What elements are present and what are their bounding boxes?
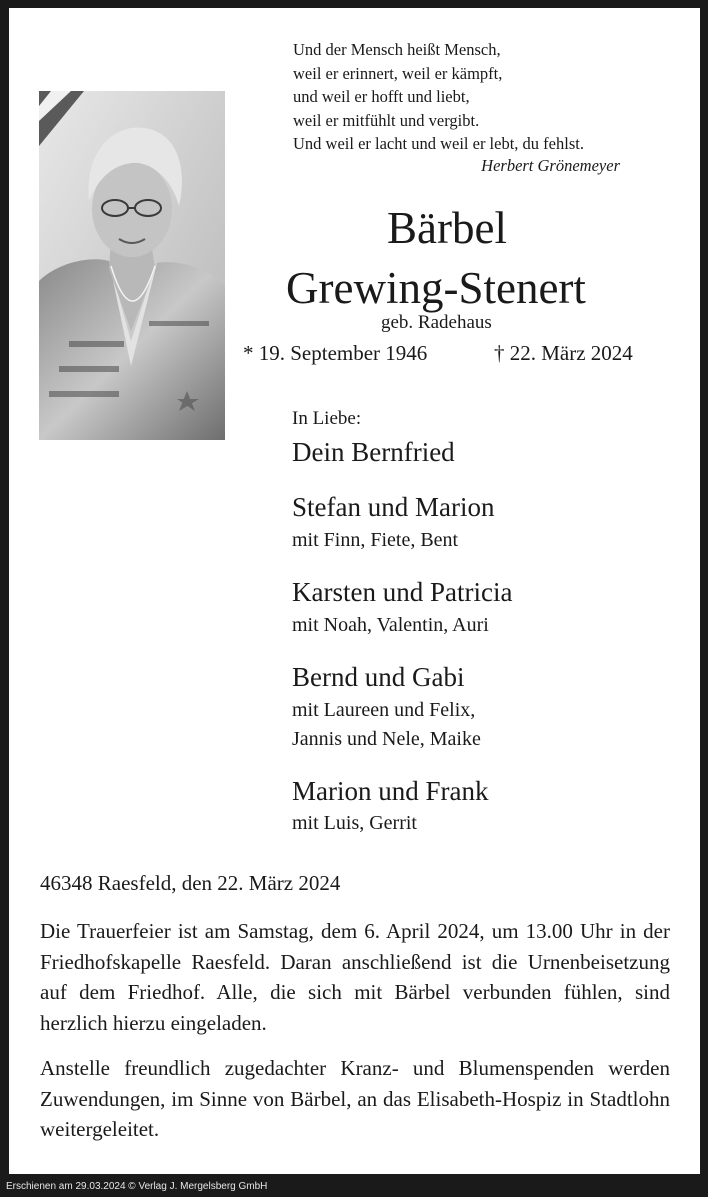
mourner-children: mit Noah, Valentin, Auri	[292, 614, 489, 636]
mourner-children: mit Laureen und Felix,	[292, 699, 476, 721]
mourner-children: mit Finn, Fiete, Bent	[292, 529, 459, 551]
birth-name: geb. Radehaus	[381, 312, 492, 333]
mourner-name: Dein Bernfried	[292, 437, 455, 467]
poem-line: Und weil er lacht und weil er lebt, du fehlst.	[293, 134, 584, 153]
deceased-first-name: Bärbel	[387, 203, 507, 253]
obituary-card	[9, 8, 700, 1174]
birth-date: * 19. September 1946	[243, 341, 428, 365]
place-date: 46348 Raesfeld, den 22. März 2024	[40, 871, 341, 895]
poem-line: weil er mitfühlt und vergibt.	[293, 110, 480, 130]
poem-line: weil er erinnert, weil er kämpft,	[293, 63, 503, 83]
poem-line: Und der Mensch heißt Mensch,	[293, 40, 501, 59]
deceased-last-name: Grewing-Stenert	[286, 263, 586, 313]
mourner-name: Stefan und Marion	[292, 492, 495, 522]
mourners-intro: In Liebe:	[292, 408, 362, 429]
poem-author: Herbert Grönemeyer	[481, 156, 620, 175]
death-date: † 22. März 2024	[494, 341, 633, 365]
mourner-children: mit Luis, Gerrit	[292, 812, 417, 834]
donation-text: Anstelle freundlich zugedachter Kranz- und Blumenspenden werden Zuwendungen, im Sinne von Bärbel, an das Elisabeth-Hospiz in Stadtlohn weitergeleitet.	[40, 1056, 670, 1141]
portrait-photo	[39, 91, 225, 440]
poem-line: und weil er hofft und liebt,	[293, 87, 470, 106]
ceremony-text: Die Trauerfeier ist am Samstag, dem 6. April 2024, um 13.00 Uhr in der Friedhofskapelle Raesfeld. Daran anschließend ist die Urnenbeisetzung auf dem Friedhof. Alle, die sich mit Bärbel verbunden fühlen, sind herzlich hierzu eingeladen.	[40, 919, 670, 1035]
publication-footer: Erschienen am 29.03.2024 © Verlag J. Mergelsberg GmbH	[6, 1181, 268, 1192]
mourner-children: Jannis und Nele, Maike	[292, 728, 481, 750]
mourner-name: Bernd und Gabi	[292, 662, 465, 692]
mourner-name: Marion und Frank	[292, 776, 489, 806]
mourner-name: Karsten und Patricia	[292, 577, 513, 607]
